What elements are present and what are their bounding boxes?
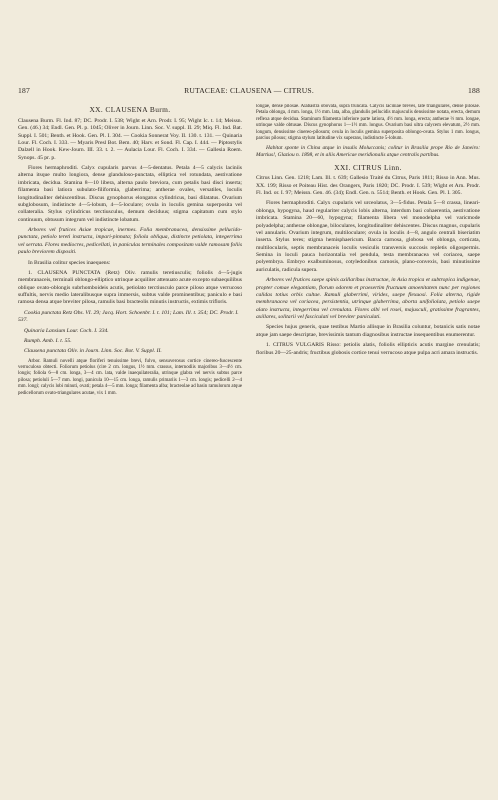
synonymy-clausena: Clausena Burm. Fl. Ind. 87; DC. Prodr. I. 538; Wight et Arn. Prodr. I. 95; Wight Ic. t. 14; Meissn. Gen. (46.) 34; Endl. Gen. Pl. p. 1045; Oliver in Journ. Linn. Soc. V. suppl. II. 29; Miq. Fl. Ind. Bat. Suppl. I. 501; Benth. et Hook. Gen. Pl. I. 304. — Cookia Sonnerat Voy. II. 130. t. 131. — Quinaria Lour. Fl. Coch. I. 333. — Myaris Presl Bot. Bem. 40; Harv. et Sond. Fl. Cap. I. 444. — Piptostylis Dalzell in Hook. Kew-Journ. III. 33. t. 2. — Aulacia Lour. Fl. Coch. I. 334. — Gallesia Roem. Synops. 45 pr. p.: [18, 117, 242, 161]
synonym-oliver: Clausena punctata Oliv. in Journ. Linn. Soc. Bot. V. Suppl. II.: [24, 348, 162, 355]
synonymy-citrus: Citrus Linn. Gen. 1218; Lam. Ill. t. 639; Gallesio Traité du Citrus, Paris 1811; Risso in Ann. Mus. XX. 199; Risso et Poiteau Hist. des Orangers, Paris 1820; DC. Prodr. I. 539; Wight et Arn. Prodr. Fl. Ind. or. I. 97; Meissn. Gen. 46. (34); Endl. Gen. n. 5514; Benth. et Hook. Gen. Pl. I. 305.: [256, 175, 480, 197]
species-description-small: Arbor. Ramuli novelli atque floriferi tenuissime brevi, fulvo, sensuverosus cortice cinereo-fuscescente verruculoso obtecti. Foliorum petiolus (cire 2 cm. longus, 1½ mm. crassus, internodiis majoribus 3—4½ cm. longis; foliola 6—8 cm. longa, 3—4 cm. lata, valde inaequilateralia, utrinque glabra vel nervis subtus parce pilosa; petioluli 5—7 mm. longi, panicula 10—15 cm. longa, ramulis primariis 1—3 cm. longis; pedicelli 2—4 mm. longi; calycis lobi minuti, ovati; petala 4—5 mm. longa; filamenta alba; bracteolae ad basin ramulorum atque pedicellorum ovato-triangulares acutae, vix 1 mm.: [18, 358, 242, 396]
page-number-left: 187: [18, 86, 30, 95]
genus-title-clausena: XX. CLAUSENA Burm.: [89, 105, 171, 114]
running-header: [18, 86, 480, 98]
synonym-quinaria: Quinaria Lansium Lour. Coch. I. 334.: [24, 327, 109, 334]
habit-citrus: Arbores vel frutices saepe spinis axillaribus instructae, in Asia tropica et subtropica indigenae, propter comae elegantiam, florum odorem et praesertim fructuum amoenitatem nunc per regiones calidas totius orbis cultae. Ramuli glaberrimi, virides, saepe flexuosi. Folia alterna, rigide membranacea vel coriacea, persistentia, utrinque glaberrima, aborta unifoliolata, petiolo saepe alato instructa, integerrima vel crenulata. Flores albi vel rosei, majusculi, gratissime fragrantes, axillares, solitarii vel fasciculati vel breviter paniculati.: [256, 277, 480, 321]
running-title: RUTACEAE: CLAUSENA — CITRUS.: [184, 86, 314, 95]
synonym-rumph: Rumph. Amb. I. t. 55.: [24, 337, 72, 344]
genus-description-citrus: Flores hermaphroditi. Calyx cupularis vel urceolatus, 3—5-fidus. Petala 5—8 crassa, lineari-oblonga, hypogyna, haud regulariter calycis lobis alterna, interdum basi cohaerentia, aestivatione imbricata. Stamina 20—60, hypogyna; filamenta libera vel monodelpha vel varicmode polyadelpha; antherae oblongae, biloculares, longitudinaliter dehiscentes. Discus magnus, cupularis vel annularis. Ovarium integrum, multiloculare; ovula in loculis 4—8, angulo centrali biseriatim inserta. Stylus teres; stigma hemisphaericum. Bacca carnosa, globosa vel oblonga, corticata, multilocularis, septis membranaceis loculis vesiculis transversis succosis repletis oligospermis. Semina in loculi pauca horizontalia vel pendula, testa membranacea vel coriacea, saepe polyembrya. Embryo exalbuminosus, cotyledonibus carnosis, plano-convexis, basi minutissime auriculatis, radicula supera.: [256, 200, 480, 273]
genus-title-citrus: XXI. CITRUS Linn.: [334, 162, 402, 172]
genus-description-clausena: Flores hermaphroditi. Calyx cupularis parvus 4—5-dentatus. Petala 4—5 calycis laciniis alterna itsque multo longiora, dense glanduloso-punctata, elliptica vel rotundata, aestivatione imbricata, decidua. Stamina 8—10 libera, alterna paulo breviora, cum petalis basi disci inserta; filamenta basi latiora subulato-filiformia, glaberrima; antherae ovales, versatiles, loculis longitudinaliter dehiscentibus. Discus gynophorus elongatus cylindricus, basi dilatatus. Ovarium subglobosum, indistincte 4—5-lobum, 4—5-loculare; ovula in loculis gemina superposita vel collateralia. Stylus cylindricus terctiusculus, demum deciduus; stigma capitatum cum stylo continuum, obtusum integrum vel indistincte lobatum.: [18, 165, 242, 223]
habit-clausena: Arbores vel frutices Asiae tropicae, inermes. Folia membranacea, densissime pellucido-punctata, petiolo tereti instructa, impari-pinnata; foliola obliqua, distincte petiolata, integerrima vel serrata. Flores mediocres, pedicellati, in paniculas terminales compositam valde ramosam foliis paulo breviorem dispositi.: [18, 227, 242, 256]
left-column: [18, 104, 242, 794]
intro-clausena: In Brasilia colitur species inaequens:: [28, 259, 111, 266]
species-description-continued: longae, dense pilosae. Alabastra obovata, supra truncata. Calycis laciniae breves, late triangulares, dense pilosae. Petala oblonga, 4 mm. longa, 1½ mm. lata, alba, glandulis pellucidis majusculis densissime notata, erecta, demum reflexa atque decidua. Staminum filamenta inferiore parte latiora, 4½ mm. longa, erecta; antherae ⅔ mm. longae, utrinque valde obtusae. Discus gynophorus 1—1½ mm. longus. Ovarium basi ultra calycem elevatum, 2½ mm. longum, densissime cinereo-pilosum; ovula in loculis gemina superposita oblongo-ovata. Stylus 1 mm. longus, parcius pilosus; stigma stylum latitudine vix superans, indistincte 5-lobum.: [256, 104, 480, 141]
species-citrus-vulgaris: 1. CITRUS VULGARIS Risso: petiolis alatis, foliolis ellipticis acutis margine crenulatis; floribus 20—25-andris; fructibus globosis cortice tenui verrucoso atque pulpa acri amara instructis.: [256, 342, 480, 356]
species-clausena-punctata: 1. CLAUSENA PUNCTATA (Retz) Oliv. ramulis teretiusculis; foliolis 4—5-jugis membranaceis, terminali oblongo-elliptico utrinque acquiliter attenuato acute excepto subaequilibus oblique ovato-oblongis subrhomboideis acutis, petiolato terctiusculo parce piloso atque verrucoso suffultis, nervis medio lateralibusque supra immersis, subtus valde prominentibus; paniculo e basi ramosa densa atque breviter pilosa, ramulis basi bracteolis minutis instructis, extimis trifloris.: [18, 269, 242, 306]
synonym-cookia: Cookia punctata Retz Obs. VI. 29; Jacq. Hort. Schoenbr. I. t. 101; Lam. Ill. t. 354; DC. Prodr. I. 537.: [18, 309, 239, 324]
intro-citrus: Species hujus generis, quae testibus Martio allisque in Brasilia coluntur, botanicis satis notae atque jam saepe descriptae, brevissimis tantum diagnosibus instructae insequentibus enumerentur.: [256, 324, 480, 338]
right-column: [256, 104, 480, 794]
page-number-right: 188: [468, 86, 480, 95]
habitat-clausena: Habitat sponte in China atque in insulis Moluccanis; colitur in Brasilia prope Rio de Janeiro: Martius!, Glaziou n. 1898, et in aliis Americae meridionalis atque centralis partibus.: [256, 145, 480, 159]
